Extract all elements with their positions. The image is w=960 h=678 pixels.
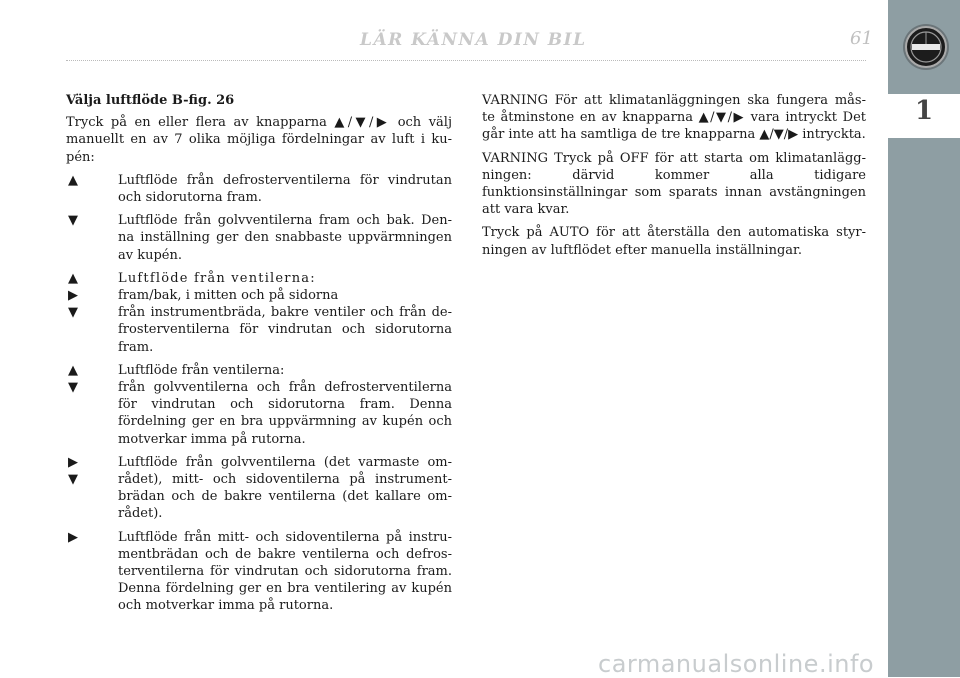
entry-text: Luftflöde från golvventilerna (det varmaste om- rådet), mitt- och sidoventilerna på instrument- brädan och de bakre ventilerna (det kallare om- rådet). [118,454,452,522]
page-number: 61 [850,28,873,49]
entry-text: Luftflöde från golvventilerna fram och bak. Den- na inställning ger den snabbaste uppvärmningen av kupén. [118,213,452,263]
list-item [66,212,452,264]
arrow-right-icon: ▶ [68,288,78,304]
left-column [66,92,452,621]
list-item [66,529,452,615]
arrow-down-icon: ▼ [68,472,78,488]
chapter-title: LÄR KÄNNA DIN BIL [360,30,587,50]
arrow-down-icon: ▼ [68,305,78,321]
arrow-up-icon: ▲ [68,172,78,188]
arrow-up-icon: ▲ [68,270,78,286]
chapter-sidebar [888,0,960,677]
entry-text: Luftflöde från ventilerna: [118,270,316,286]
header-divider [66,60,866,61]
arrow-right-icon: ▶ [68,529,78,545]
intro-paragraph: Tryck på en eller flera av knapparna ▲/▼/▶ och välj manuellt en av 7 olika möjliga fördelningar av luft i ku- pén: [66,115,452,165]
right-column [482,92,866,265]
entry-text: från golvventilerna och från defrosterventilerna för vindrutan och sidorutorna fram. Denna fördelning ger en bra uppvärmning av kupén och motverkar imma på rutorna. [118,380,452,447]
watermark: carmanualsonline.info [598,650,875,678]
arrow-right-icon: ▶ [68,454,78,470]
body-paragraph: Tryck på AUTO för att återställa den automatiska styr- ningen av luftflödet efter manuella inställningar. [482,225,866,258]
lancia-logo-icon [905,26,947,68]
warning-paragraph: VARNING Tryck på OFF för att starta om klimatanlägg- ningen: därvid kommer alla tidigare funktionsinställningar som sparats innan avstängningen att vara kvar. [482,150,866,218]
list-item [66,172,452,206]
arrow-down-icon: ▼ [68,380,78,396]
warning-paragraph: VARNING För att klimatanläggningen ska fungera mås- te åtminstone en av knapparna ▲/▼/▶ vara intryckt Det går inte att ha samtliga de tre knapparna ▲/▼/▶ intryckta. [482,93,866,143]
list-item [66,362,452,448]
chapter-tab[interactable] [888,94,960,138]
chapter-number: 1 [914,96,934,126]
entry-text: Luftflöde från mitt- och sidoventilerna på instru- mentbrädan och de bakre ventilerna och defros- terventilerna för vindrutan och sidorutorna fram. Denna fördelning ger en bra ventilering av kupén och motverkar imma på rutorna. [118,529,452,614]
page-header [0,0,888,70]
section-heading: Välja luftflöde B-fig. 26 [66,93,235,108]
entry-text: fram/bak, i mitten och på sidorna [118,288,339,304]
arrow-up-icon: ▲ [68,362,78,378]
list-item [66,270,452,356]
arrow-down-icon: ▼ [68,213,78,229]
entry-text: från instrumentbräda, bakre ventiler och från de- frosterventilerna för vindrutan och sidorutorna fram. [118,305,452,355]
entry-text: Luftflöde från defrosterventilerna för vindrutan och sidorutorna fram. [118,172,452,206]
list-item [66,454,452,523]
entry-text: Luftflöde från ventilerna: [118,362,285,378]
